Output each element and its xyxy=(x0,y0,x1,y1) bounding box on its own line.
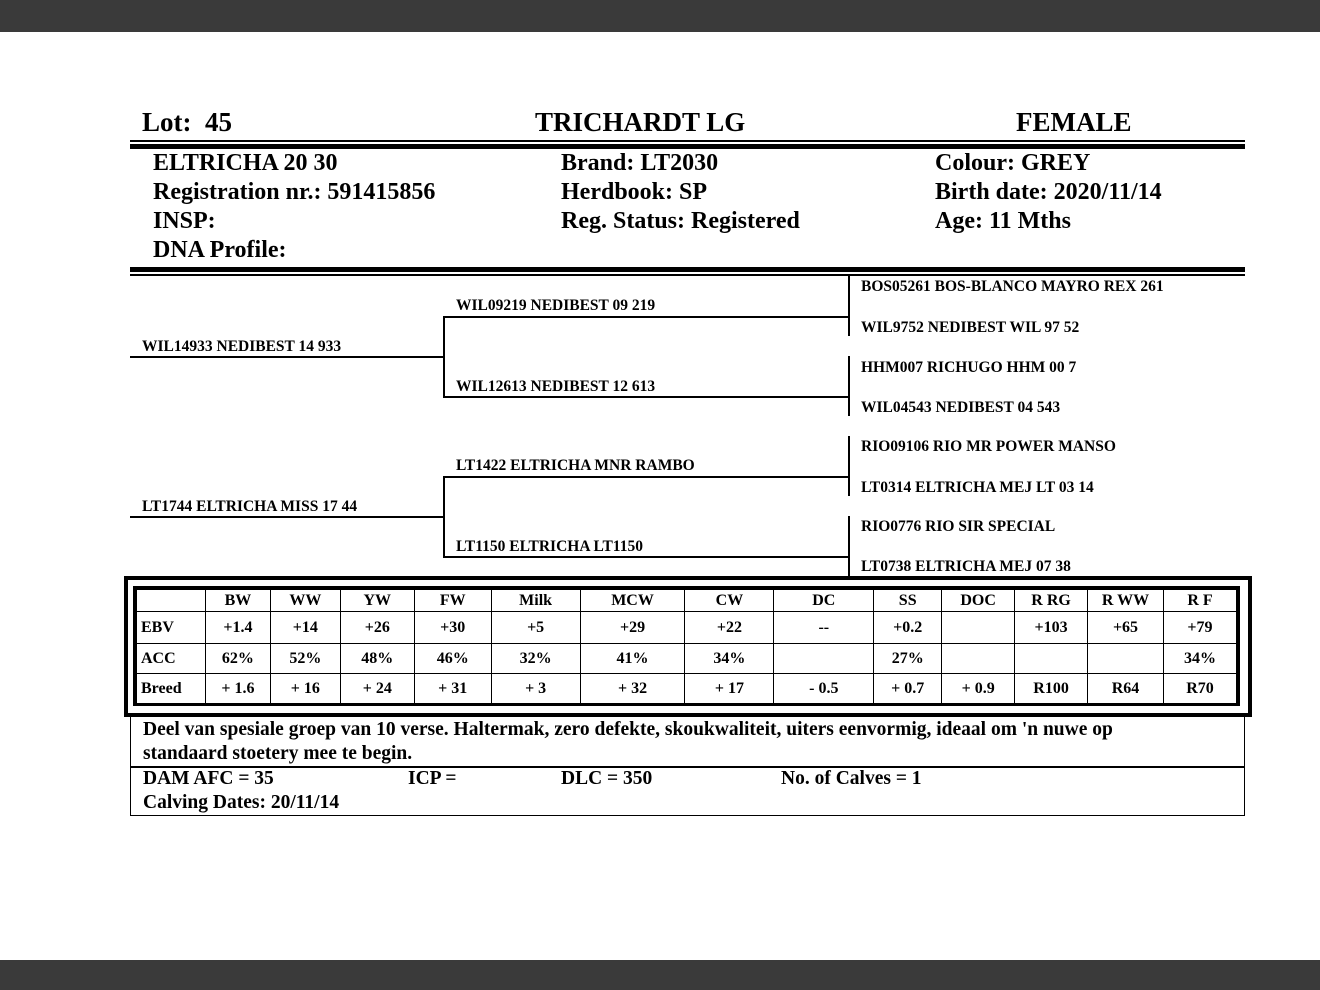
ebv-cell: +22 xyxy=(685,612,774,644)
ebv-cell: R100 xyxy=(1015,674,1088,704)
remarks-text-line-1: Deel van spesiale groep van 10 verse. Haltermak, zero defekte, skoukwaliteit, uiters eenvormig, ideaal om 'n nuwe op xyxy=(143,719,1113,740)
ebv-cell xyxy=(942,644,1015,674)
ebv-cell: +5 xyxy=(491,612,580,644)
ebv-header-cell: R WW xyxy=(1088,590,1164,612)
dna-profile-label: DNA Profile: xyxy=(153,237,287,263)
ebv-cell: +79 xyxy=(1163,612,1236,644)
ebv-header-cell: R RG xyxy=(1015,590,1088,612)
viewer-bottom-bar xyxy=(0,960,1320,990)
ebv-cell: 46% xyxy=(414,644,491,674)
herdbook: Herdbook: SP xyxy=(561,179,708,205)
ebv-cell: R64 xyxy=(1088,674,1164,704)
insp-label: INSP: xyxy=(153,208,216,234)
ebv-cell: + 0.7 xyxy=(874,674,942,704)
ebv-row-ebv xyxy=(137,612,1237,644)
ebv-cell: 62% xyxy=(205,644,270,674)
brand: Brand: LT2030 xyxy=(561,150,719,176)
header-rule-thin xyxy=(130,140,1245,142)
info-rule-thin xyxy=(130,274,1245,276)
ebv-row-label: ACC xyxy=(137,644,206,674)
pedigree-ggp: WIL9752 NEDIBEST WIL 97 52 xyxy=(861,319,1080,336)
remarks-divider xyxy=(131,766,1244,768)
ebv-header-cell: DOC xyxy=(942,590,1015,612)
pedigree-ggp: RIO0776 RIO SIR SPECIAL xyxy=(861,518,1056,535)
ebv-cell xyxy=(942,612,1015,644)
calving-dates: Calving Dates: 20/11/14 xyxy=(143,792,340,813)
icp: ICP = xyxy=(408,768,457,789)
ebv-cell: + 0.9 xyxy=(942,674,1015,704)
ebv-cell: -- xyxy=(774,612,874,644)
info-rule-thick xyxy=(130,267,1245,272)
lot-number: 45 xyxy=(205,107,232,137)
ebv-cell: + 31 xyxy=(414,674,491,704)
lot-label: Lot: 45 xyxy=(142,107,232,137)
ebv-cell: +1.4 xyxy=(205,612,270,644)
ebv-cell xyxy=(774,644,874,674)
ebv-header-cell: Milk xyxy=(491,590,580,612)
ebv-cell: +65 xyxy=(1088,612,1164,644)
ebv-cell: 48% xyxy=(340,644,414,674)
pedigree-dam: LT1744 ELTRICHA MISS 17 44 xyxy=(142,498,358,515)
header-rule-thick xyxy=(130,144,1245,149)
ebv-cell: R70 xyxy=(1163,674,1236,704)
remarks-box xyxy=(130,716,1245,816)
ebv-cell: 32% xyxy=(491,644,580,674)
ebv-header-cell: CW xyxy=(685,590,774,612)
age: Age: 11 Mths xyxy=(935,208,1071,234)
ebv-cell: 34% xyxy=(685,644,774,674)
ebv-cell: 41% xyxy=(580,644,685,674)
registration-status: Reg. Status: Registered xyxy=(561,208,800,234)
pedigree-dam-dam: LT1150 ELTRICHA LT1150 xyxy=(456,538,643,555)
ebv-header-cell xyxy=(137,590,206,612)
ebv-header-cell: WW xyxy=(270,590,340,612)
ebv-cell xyxy=(1015,644,1088,674)
pedigree-ggp: LT0738 ELTRICHA MEJ 07 38 xyxy=(861,558,1071,575)
ebv-cell: + 32 xyxy=(580,674,685,704)
pedigree-dam-sire: LT1422 ELTRICHA MNR RAMBO xyxy=(456,457,695,474)
pedigree-sire-dam: WIL12613 NEDIBEST 12 613 xyxy=(456,378,656,395)
ebv-cell xyxy=(1088,644,1164,674)
ebv-header-row xyxy=(137,590,1237,612)
ebv-header-cell: BW xyxy=(205,590,270,612)
dam-afc: DAM AFC = 35 xyxy=(143,768,274,789)
ebv-cell: +14 xyxy=(270,612,340,644)
ebv-header-cell: MCW xyxy=(580,590,685,612)
colour: Colour: GREY xyxy=(935,150,1091,176)
ebv-cell: + 1.6 xyxy=(205,674,270,704)
pedigree-sire: WIL14933 NEDIBEST 14 933 xyxy=(142,338,342,355)
pedigree-ggp: RIO09106 RIO MR POWER MANSO xyxy=(861,438,1116,455)
ebv-row-label: EBV xyxy=(137,612,206,644)
ebv-cell: 52% xyxy=(270,644,340,674)
ebv-cell: +29 xyxy=(580,612,685,644)
ebv-header-cell: SS xyxy=(874,590,942,612)
ebv-cell: +26 xyxy=(340,612,414,644)
ebv-cell: + 17 xyxy=(685,674,774,704)
ebv-header-cell: FW xyxy=(414,590,491,612)
ebv-header-cell: R F xyxy=(1163,590,1236,612)
ebv-cell: + 24 xyxy=(340,674,414,704)
ebv-cell: +30 xyxy=(414,612,491,644)
ebv-cell: + 16 xyxy=(270,674,340,704)
pedigree-ggp: BOS05261 BOS-BLANCO MAYRO REX 261 xyxy=(861,278,1164,295)
remarks-text-line-2: standaard stoetery mee te begin. xyxy=(143,743,413,764)
pedigree-sire-sire: WIL09219 NEDIBEST 09 219 xyxy=(456,297,656,314)
breeder-name: TRICHARDT LG xyxy=(535,107,746,137)
ebv-row-acc xyxy=(137,644,1237,674)
ebv-cell: - 0.5 xyxy=(774,674,874,704)
ebv-cell: +0.2 xyxy=(874,612,942,644)
ebv-cell: 34% xyxy=(1163,644,1236,674)
ebv-row-label: Breed xyxy=(137,674,206,704)
birth-date: Birth date: 2020/11/14 xyxy=(935,179,1162,205)
pedigree-ggp: WIL04543 NEDIBEST 04 543 xyxy=(861,399,1061,416)
registration-number: Registration nr.: 591415856 xyxy=(153,179,436,205)
animal-name: ELTRICHA 20 30 xyxy=(153,150,338,176)
ebv-cell: + 3 xyxy=(491,674,580,704)
ebv-table xyxy=(136,589,1237,704)
pedigree-ggp: HHM007 RICHUGO HHM 00 7 xyxy=(861,359,1077,376)
viewer-top-bar xyxy=(0,0,1320,32)
ebv-header-cell: DC xyxy=(774,590,874,612)
number-of-calves: No. of Calves = 1 xyxy=(781,768,922,789)
ebv-header-cell: YW xyxy=(340,590,414,612)
dlc: DLC = 350 xyxy=(561,768,653,789)
ebv-row-breed xyxy=(137,674,1237,704)
ebv-cell: +103 xyxy=(1015,612,1088,644)
animal-sex: FEMALE xyxy=(1016,107,1132,137)
ebv-cell: 27% xyxy=(874,644,942,674)
pedigree-ggp: LT0314 ELTRICHA MEJ LT 03 14 xyxy=(861,479,1094,496)
